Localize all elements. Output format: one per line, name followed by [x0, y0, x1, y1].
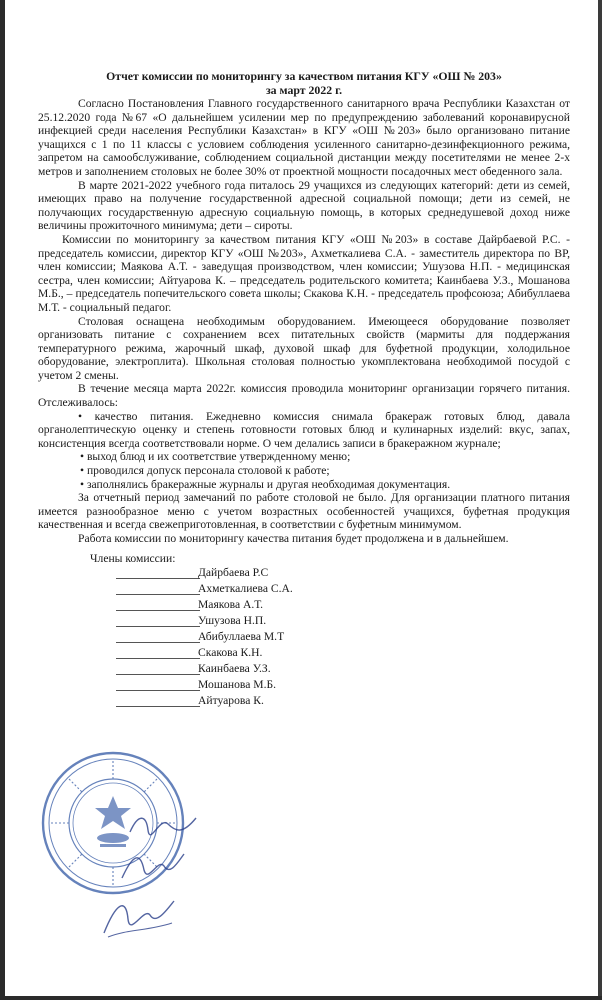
scan-edge-bottom [0, 996, 602, 1000]
signature-line [116, 594, 200, 595]
list-item-staff: • проводился допуск персонала столовой к работе; [80, 464, 330, 478]
member-name: Маякова А.Т. [198, 597, 264, 611]
signatures-block [38, 552, 570, 742]
signature-line [116, 706, 200, 707]
document-title: Отчет комиссии по мониторингу за качеством питания КГУ «ОШ № 203» [106, 69, 502, 83]
signature-line [116, 626, 200, 627]
member-name: Мошанова М.Б. [198, 677, 277, 691]
member-name: Скакова К.Н. [198, 645, 263, 659]
paragraph-equipment: Столовая оснащена необходимым оборудованием. Имеющееся оборудование позволяет организовать питание с сохранением всех питательных свойств (мармиты для поддержания температурного режима, жарочный шкаф, духовой шкаф для буфетной продукции, холодильное оборудование, электроплита). Школьная столовая полностью укомплектована необходимой посудой с учетом 2 смены. [38, 314, 570, 382]
list-item-output: • выход блюд и их соответствие утвержденному меню; [80, 450, 351, 464]
signature-scribble-icon [98, 893, 178, 943]
members-label: Члены комиссии: [90, 551, 176, 565]
signature-scribble-icon [118, 848, 188, 888]
paragraph-students: В марте 2021-2022 учебного года питалось 29 учащихся из следующих категорий: дети из семей, имеющих право на получение государственной адресной социальной помощи; дети из семей, не получающих государственную адресную социальную помощь, в которых среднедушевой доход ниже величины прожиточного минимума; дети – сироты. [38, 178, 570, 233]
member-name: Дайрбаева Р.С [198, 565, 269, 579]
signature-line [116, 674, 200, 675]
member-name: Айтуарова К. [198, 693, 264, 707]
paragraph-decree: Согласно Постановления Главного государственного санитарного врача Республики Казахстан от 25.12.2020 года №67 «О дальнейшем усилении мер по предупреждению заболеваний коронавирусной инфекцией среди населения Республики Казахстан» в КГУ «ОШ №203» было организовано питание учащихся с 1 по 11 классы с условием соблюдения усиленного санитарно-дезинфекционного режима, запретом на самообслуживание, соблюдением социальной дистанции между посетителями не менее 2-х метров и заполнением столовых не более 30% от проектной мощности посадочных мест обеденного зала. [38, 97, 570, 178]
paragraph-continue: Работа комиссии по мониторингу качества питания будет продолжена и в дальнейшем. [78, 532, 509, 545]
signature-line [116, 690, 200, 691]
list-item-journals: • заполнялись бракеражные журналы и другая необходимая документация. [80, 477, 451, 491]
signature-line [116, 610, 200, 611]
signature-line [116, 578, 200, 579]
signature-scribble-icon [128, 810, 198, 840]
document-page [38, 70, 570, 742]
paragraph-commission: Комиссии по мониторингу за качеством питания КГУ «ОШ №203» в составе Дайрбаевой Р.С. - председатель комиссии, директор КГУ «ОШ №203», Ахметкалиева С.А. - заместитель директора по ВР, член комиссии; Маякова А.Т. - заведущая производством, член комиссии; Ушузова Н.П. - медицинская сестра, член комиссии; Айтуарова К. – председатель родительского комитета; Каинбаева У.З., Мошанова М.Б., – председатель попечительского совета школы; Скакова К.Н. - председатель профсоюза; Абибуллаева М.Т. - социальный педагог. [38, 232, 570, 314]
document-subtitle: за март 2022 г. [265, 82, 343, 97]
signature-line [116, 658, 200, 659]
scan-edge-right [598, 0, 602, 1000]
list-item-quality: • качество питания. Ежедневно комиссия снимала бракераж готовых блюд, давала органолептическую оценку и степень готовности готовых блюд и кулинарных изделий: вкус, запах, консистенция всегда соответствовали норме. О чем делались записи в бракеражном журнале; [38, 409, 570, 450]
signature-line [116, 642, 200, 643]
member-name: Каинбаева У.З. [198, 661, 271, 675]
member-name: Ушузова Н.П. [198, 613, 267, 627]
paragraph-monitoring: В течение месяца марта 2022г. комиссия проводила мониторинг организации горячего питания. Отслеживалось: [38, 382, 570, 410]
scan-edge-left [0, 0, 5, 1000]
member-name: Абибуллаева М.Т [198, 629, 285, 643]
member-name: Ахметкалиева С.А. [198, 581, 293, 595]
paragraph-period: За отчетный период замечаний по работе столовой не было. Для организации платного питания имеется разнообразное меню с учетом возрастных особенностей учащихся, буфетная продукция качественная и всегда свежеприготовленная, в соответствии с буфетным минимумом. [38, 491, 570, 532]
